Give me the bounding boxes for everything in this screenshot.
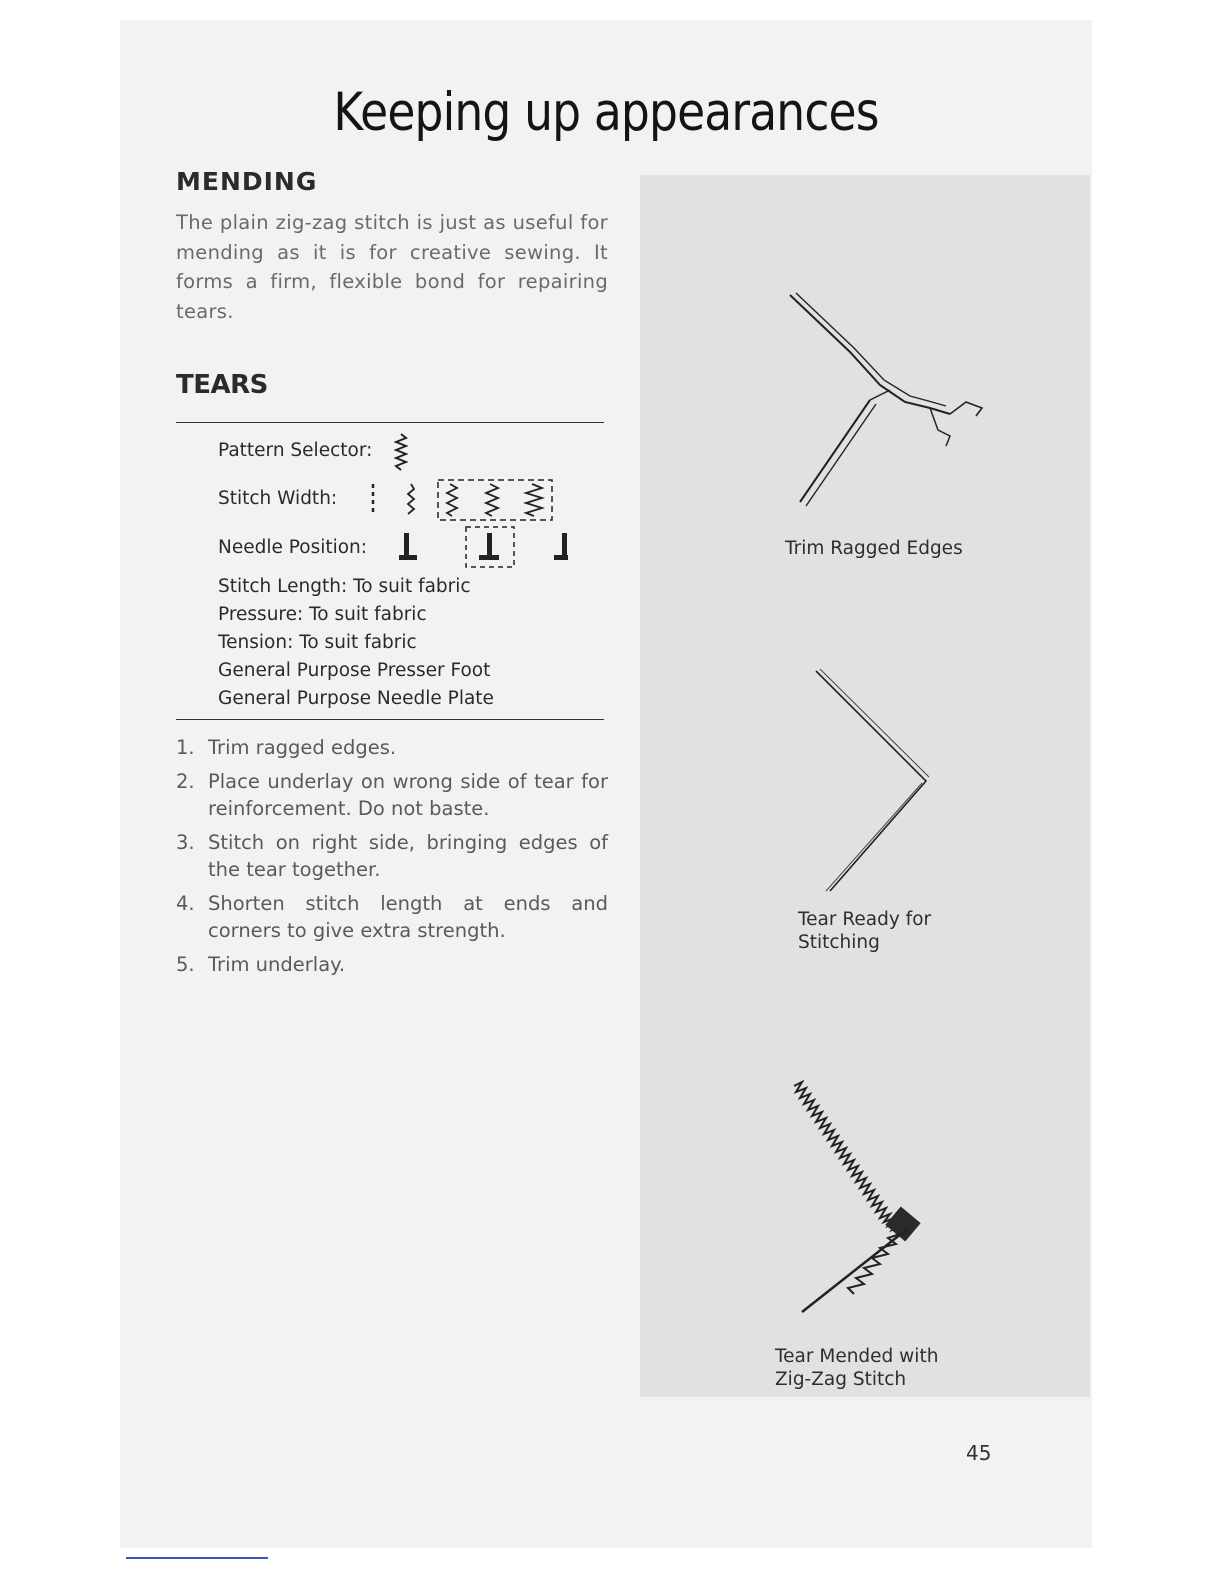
page-number: 45 [966,1441,992,1465]
mending-heading: MENDING [176,167,318,196]
zigzag-pattern-icon [394,432,408,472]
steps-list [176,734,608,984]
zigzag-mended-tear-icon [788,1080,958,1320]
settings-top-rule [176,422,604,423]
mending-text: The plain zig-zag stitch is just as useful for mending as it is for creative sewing. It forms a firm, flexible bond for repairing tears. [176,211,608,323]
caption-tear-ready: Tear Ready for Stitching [798,909,932,953]
settings-bottom-rule [176,719,604,720]
pattern-selector-label: Pattern Selector: [218,440,373,461]
stitch-width-scale-icon [368,478,558,522]
presser-foot-setting: General Purpose Presser Foot [218,660,491,681]
needle-plate-setting: General Purpose Needle Plate [218,688,494,709]
list-item: 2. Place underlay on wrong side of tear for reinforcement. Do not baste. [176,769,608,820]
list-item: 1. Trim ragged edges. [176,736,397,759]
footer-line [126,1557,268,1559]
caption-tear-mended: Tear Mended with Zig-Zag Stitch [775,1346,939,1390]
illustration-panel [640,175,1090,1397]
needle-position-label: Needle Position: [218,537,368,558]
pressure-setting: Pressure: To suit fabric [218,604,427,625]
needle-position-icon [394,525,584,571]
manual-page [120,20,1092,1548]
list-item: 3. Stitch on right side, bringing edges of the tear together. [176,830,608,881]
pattern-selector-row [218,440,372,461]
stitch-width-label: Stitch Width: [218,488,338,509]
tension-setting: Tension: To suit fabric [218,632,417,653]
needle-position-row [218,537,367,558]
caption-trim-ragged-edges: Trim Ragged Edges [785,538,963,559]
ragged-tear-icon [770,290,1010,520]
list-item: 4. Shorten stitch length at ends and corners to give extra strength. [176,891,608,942]
list-item: 5. Trim underlay. [176,952,346,976]
stitch-width-row [218,488,337,509]
stitch-length-setting: Stitch Length: To suit fabric [218,576,471,597]
tears-heading: TEARS [176,370,268,400]
page-title: Keeping up appearances [333,82,879,143]
tear-ready-icon [810,665,940,905]
